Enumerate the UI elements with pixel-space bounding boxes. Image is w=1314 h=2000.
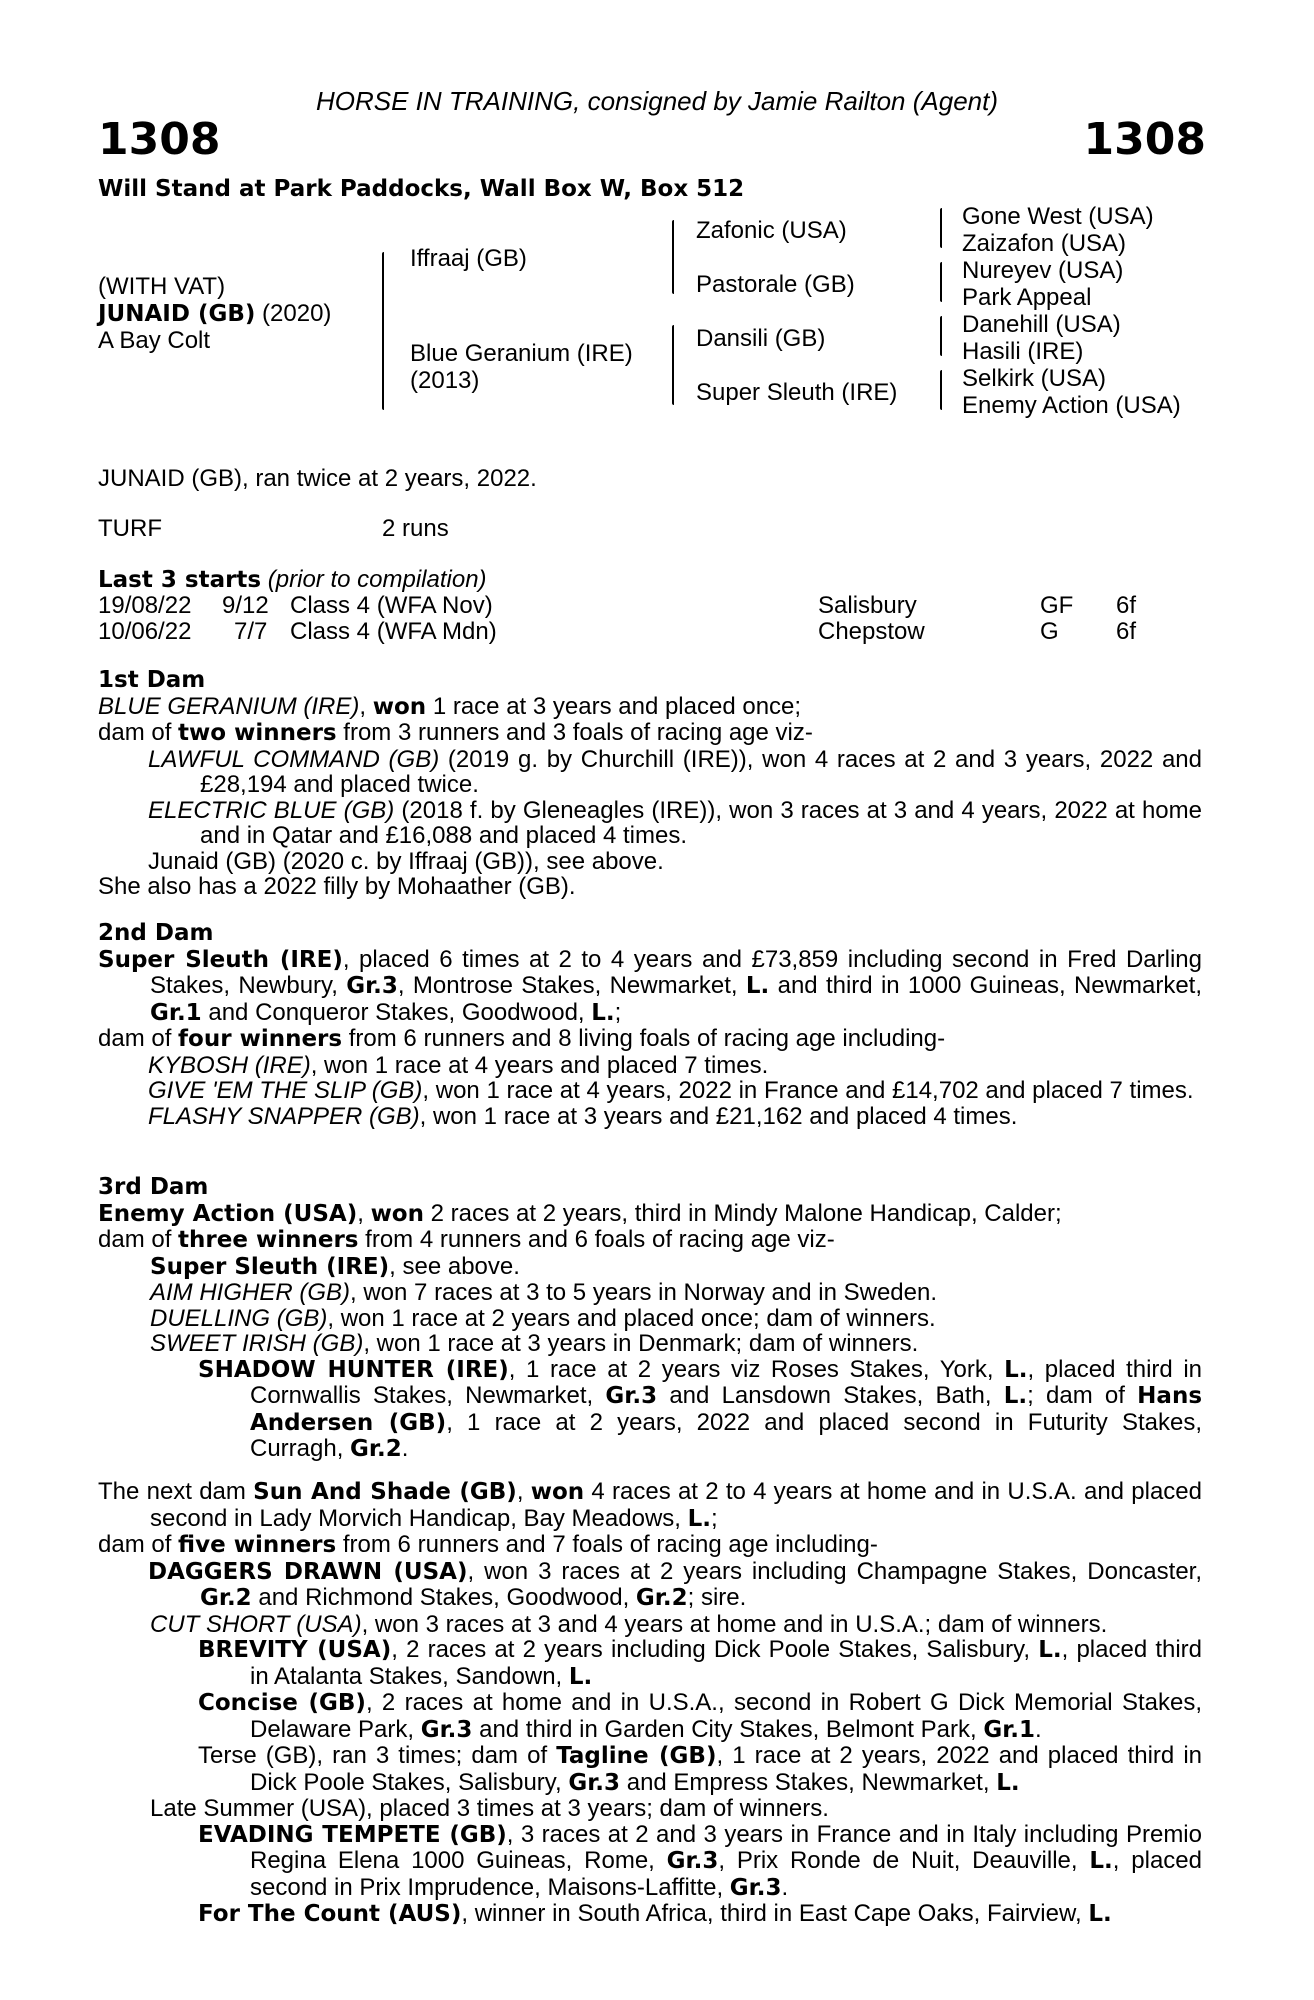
offspring-item: [98, 1078, 1202, 1104]
grade: L.: [1003, 1383, 1028, 1409]
offspring-name: ELECTRIC BLUE (GB): [148, 796, 395, 824]
ped-sds: Nureyev (USA): [962, 257, 1124, 284]
start-position: 9/12: [222, 592, 269, 619]
grade: Gr.1: [983, 1716, 1036, 1743]
ped-ssd: Zaizafon (USA): [962, 230, 1127, 257]
brace-dd: [940, 370, 942, 410]
text: , won 3 races at 2 years including Champagne Stakes, Doncaster,: [467, 1557, 1202, 1585]
start-going: GF: [1040, 592, 1074, 619]
text: , winner in South Africa, third in East Cape Oaks, Fairview,: [461, 1900, 1089, 1927]
dam-name: Super Sleuth (IRE): [98, 946, 343, 973]
text: from 3 runners and 3 foals of racing age viz-: [336, 719, 813, 746]
ped-ddd: Enemy Action (USA): [962, 392, 1181, 419]
grade: L.: [1004, 1356, 1028, 1383]
grade: L.: [568, 1663, 593, 1690]
text: , Prix Ronde de Nuit, Deauville,: [718, 1847, 1090, 1874]
offspring-item: [98, 1331, 1202, 1357]
ped-ss: Zafonic (USA): [696, 217, 847, 244]
third-dam-heading: 3rd Dam: [98, 1174, 209, 1200]
offspring-name: KYBOSH (IRE): [148, 1051, 311, 1079]
grade: Gr.1: [150, 999, 202, 1026]
text: , won 1 race at 4 years and placed 7 times.: [310, 1051, 769, 1079]
last-starts-note: (prior to compilation): [261, 566, 487, 593]
winners-count: two winners: [178, 720, 337, 746]
offspring-name: SHADOW HUNTER (IRE): [198, 1356, 509, 1383]
dam-name: BLUE GERANIUM (IRE): [98, 692, 360, 720]
text: .: [781, 1873, 789, 1901]
text: and Empress Stakes, Newmarket,: [620, 1768, 997, 1796]
offspring-name: Tagline (GB): [556, 1743, 717, 1769]
grade: Gr.2: [635, 1585, 688, 1611]
winners-count: five winners: [178, 1532, 337, 1558]
horse-desc: A Bay Colt: [98, 327, 211, 354]
offspring-name: AIM HIGHER (GB): [150, 1279, 351, 1306]
start-date: 10/06/22: [98, 618, 192, 645]
text: ;: [614, 998, 622, 1026]
offspring-name: EVADING TEMPETE (GB): [198, 1821, 507, 1848]
start-distance: 6f: [1116, 592, 1137, 619]
text: from 4 runners and 6 foals of racing age viz-: [358, 1226, 835, 1253]
grade: Gr.3: [346, 973, 398, 999]
grade: L.: [687, 1505, 712, 1532]
text: ,: [359, 692, 373, 720]
grade: Gr.3: [568, 1769, 621, 1796]
grand-offspring-item: [98, 1357, 1202, 1463]
grade: Gr.2: [200, 1585, 252, 1611]
grade: L.: [1088, 1901, 1112, 1927]
won-bold: won: [372, 693, 427, 720]
brace-sire-dam: [382, 252, 384, 410]
text: and Conqueror Stakes, Goodwood,: [201, 998, 592, 1026]
grade: Gr.3: [666, 1848, 719, 1874]
race-summary: JUNAID (GB), ran twice at 2 years, 2022.: [98, 465, 537, 492]
ped-ds: Dansili (GB): [696, 325, 826, 352]
grand-offspring-item: [98, 1901, 1202, 1928]
text: , won 1 race at 2 years and placed once; dam of winners.: [327, 1304, 936, 1332]
text: , 3 races at 2 and 3 years in France and in Italy including Premio Regina Elena 1000 Guineas, Rome,: [250, 1820, 1202, 1874]
offspring-name: FLASHY SNAPPER (GB): [148, 1102, 420, 1130]
text: 4 races at 2 to 4 years at home and in U.S.A. and placed second in Lady Morvich Handicap, Bay Meadows,: [150, 1478, 1202, 1532]
lot-number-right: 1308: [1083, 114, 1206, 165]
brace-dam-parents: [672, 325, 674, 405]
offspring-item: [98, 1280, 1202, 1306]
offspring-name: Concise (GB): [198, 1690, 366, 1716]
text: .: [401, 1435, 409, 1462]
text: from 6 runners and 7 foals of racing age including-: [336, 1531, 878, 1558]
text: and Richmond Stakes, Goodwood,: [251, 1584, 636, 1611]
text: , won 3 races at 3 and 4 years at home and in U.S.A.; dam of winners.: [361, 1610, 1108, 1638]
won-bold: won: [530, 1479, 585, 1505]
grand-offspring-item: [98, 1690, 1202, 1743]
text: 1 race at 3 years and placed once;: [426, 692, 802, 720]
second-dam-section: [98, 921, 1202, 1129]
ped-sdd: Park Appeal: [962, 284, 1092, 311]
grade: L.: [1089, 1848, 1113, 1874]
stand-location: Will Stand at Park Paddocks, Wall Box W, Box 512: [98, 176, 745, 202]
offspring-item: [98, 1306, 1202, 1332]
text: ; dam of: [1027, 1382, 1138, 1409]
start-distance: 6f: [1116, 618, 1137, 645]
text: (2018 f. by Gleneagles (IRE)), won 3 races at 3 and 4 years, 2022 at home and in Qatar and £16,088 and placed 4 times.: [200, 796, 1202, 849]
text: dam of: [98, 1025, 179, 1052]
offspring-name: Super Sleuth (IRE): [150, 1253, 390, 1280]
text: .: [1035, 1715, 1042, 1743]
grade: Gr.3: [420, 1716, 473, 1743]
text: , 1 race at 2 years, 2022 and placed second in Futurity Stakes, Curragh,: [250, 1408, 1203, 1462]
horse-name-line: [98, 300, 331, 328]
offspring-item: Late Summer (USA), placed 3 times at 3 years; dam of winners.: [150, 1795, 829, 1822]
start-going: G: [1040, 618, 1059, 645]
start-course: Salisbury: [818, 592, 917, 619]
next-dam-section: [98, 1479, 1202, 1928]
offspring-item: [98, 1053, 1202, 1079]
text: , 1 race at 2 years, 2022 and placed third in Dick Poole Stakes, Salisbury,: [250, 1742, 1203, 1796]
text: , see above.: [389, 1252, 520, 1280]
offspring-name: LAWFUL COMMAND (GB): [148, 745, 440, 773]
offspring-item: Junaid (GB) (2020 c. by Iffraaj (GB)), see above.: [148, 847, 664, 875]
text: ,: [357, 1199, 371, 1227]
offspring-name: DUELLING (GB): [150, 1304, 328, 1332]
ped-dam: Blue Geranium (IRE): [410, 340, 633, 367]
turf-label: TURF: [98, 515, 162, 542]
text: , won 1 race at 3 years and £21,162 and placed 4 times.: [419, 1102, 1018, 1130]
ped-sss: Gone West (USA): [962, 203, 1154, 230]
text: The next dam: [98, 1478, 254, 1505]
brace-ss: [940, 208, 942, 248]
offspring-name: GIVE 'EM THE SLIP (GB): [148, 1077, 423, 1104]
last-starts-title: Last 3 starts: [98, 567, 262, 593]
offspring-name: Hans Andersen (GB): [250, 1383, 1203, 1436]
ped-dsd: Hasili (IRE): [962, 338, 1084, 365]
start-course: Chepstow: [818, 618, 925, 645]
offspring-item: [98, 1559, 1202, 1612]
first-dam-section: [98, 668, 1202, 900]
second-dam-heading: 2nd Dam: [98, 920, 214, 946]
consignor-title: HORSE IN TRAINING, consigned by Jamie Railton (Agent): [315, 86, 999, 116]
ped-dd: Super Sleuth (IRE): [696, 379, 898, 406]
grade: L.: [591, 999, 615, 1026]
text: , placed 6 times at 2 to 4 years and £73,859 including second in Fred Darling Stakes, Newbury,: [150, 945, 1202, 999]
text: , 2 races at 2 years including Dick Poole Stakes, Salisbury,: [391, 1636, 1039, 1663]
text: , won 1 race at 3 years in Denmark; dam of winners.: [363, 1330, 919, 1357]
start-date: 19/08/22: [98, 592, 192, 619]
dam-name: Sun And Shade (GB): [253, 1479, 517, 1505]
text: , won 1 race at 4 years, 2022 in France and £14,702 and placed 7 times.: [422, 1077, 1194, 1104]
extra-note: She also has a 2022 filly by Mohaather (GB).: [98, 873, 576, 900]
text: , 1 race at 2 years viz Roses Stakes, York,: [508, 1355, 1005, 1383]
grade: Gr.2: [350, 1436, 402, 1462]
offspring-item: [98, 1104, 1202, 1130]
last-starts-heading: [98, 566, 487, 594]
start-position: 7/7: [234, 618, 268, 645]
grade: L.: [1038, 1637, 1062, 1663]
text: ;: [711, 1504, 718, 1532]
text: (2019 g. by Churchill (IRE)), won 4 races at 2 and 3 years, 2022 and £28,194 and placed twice.: [200, 745, 1203, 798]
brace-sd: [940, 262, 942, 302]
won-bold: won: [370, 1200, 424, 1227]
text: , Montrose Stakes, Newmarket,: [397, 972, 746, 999]
text: , placed third in Atalanta Stakes, Sandown,: [250, 1636, 1203, 1690]
grand-offspring-item: [98, 1743, 1202, 1796]
ped-dam-year: (2013): [410, 367, 480, 394]
text: and Lansdown Stakes, Bath,: [657, 1382, 1004, 1409]
text: from 6 runners and 8 living foals of racing age including-: [342, 1025, 946, 1052]
ped-dss: Danehill (USA): [962, 311, 1121, 338]
text: and third in Garden City Stakes, Belmont Park,: [472, 1715, 984, 1743]
ped-sire: Iffraaj (GB): [410, 245, 527, 272]
lot-number-left: 1308: [98, 114, 221, 165]
start-race: Class 4 (WFA Mdn): [290, 618, 497, 645]
start-race: Class 4 (WFA Nov): [290, 592, 493, 619]
ped-dds: Selkirk (USA): [962, 365, 1107, 392]
vat-note: (WITH VAT): [98, 273, 226, 300]
grade: Gr.3: [605, 1383, 658, 1409]
winners-count: four winners: [178, 1026, 343, 1052]
offspring-name: CUT SHORT (USA): [150, 1610, 362, 1638]
text: Terse (GB), ran 3 times; dam of: [198, 1742, 557, 1769]
offspring-name: For The Count (AUS): [198, 1901, 462, 1927]
third-dam-section: [98, 1175, 1202, 1463]
text: , placed third in Cornwallis Stakes, Newmarket,: [250, 1355, 1202, 1409]
dam-name: Enemy Action (USA): [98, 1200, 358, 1227]
horse-name: JUNAID (GB): [98, 301, 256, 327]
text: dam of: [98, 1531, 179, 1558]
text: ,: [516, 1478, 531, 1505]
text: , placed second in Prix Imprudence, Maisons-Laffitte,: [250, 1847, 1203, 1901]
text: dam of: [98, 719, 179, 746]
offspring-item: [98, 747, 1202, 798]
offspring-item: [98, 798, 1202, 849]
brace-ds: [940, 316, 942, 356]
offspring-item: [98, 1254, 1202, 1281]
text: , 2 races at home and in U.S.A., second in Robert G Dick Memorial Stakes, Delaware Park,: [250, 1689, 1202, 1743]
offspring-name: BREVITY (USA): [198, 1637, 392, 1663]
ped-sd: Pastorale (GB): [696, 271, 855, 298]
grade: L.: [745, 973, 770, 999]
horse-year: (2020): [255, 300, 332, 327]
turf-runs: 2 runs: [382, 515, 449, 542]
offspring-name: DAGGERS DRAWN (USA): [148, 1558, 468, 1585]
text: 2 races at 2 years, third in Mindy Malone Handicap, Calder;: [424, 1199, 1062, 1227]
text: , won 7 races at 3 to 5 years in Norway and in Sweden.: [350, 1279, 937, 1306]
text: dam of: [98, 1226, 179, 1253]
grade: Gr.3: [729, 1874, 782, 1901]
grade: L.: [996, 1769, 1020, 1796]
offspring-item: [98, 1612, 1202, 1638]
winners-count: three winners: [178, 1227, 359, 1253]
grand-offspring-item: [98, 1637, 1202, 1690]
brace-sire-parents: [672, 220, 674, 294]
grand-offspring-item: [98, 1822, 1202, 1902]
offspring-name: SWEET IRISH (GB): [150, 1330, 364, 1357]
text: and third in 1000 Guineas, Newmarket,: [769, 972, 1202, 999]
first-dam-heading: 1st Dam: [98, 667, 206, 693]
text: ; sire.: [687, 1584, 747, 1611]
